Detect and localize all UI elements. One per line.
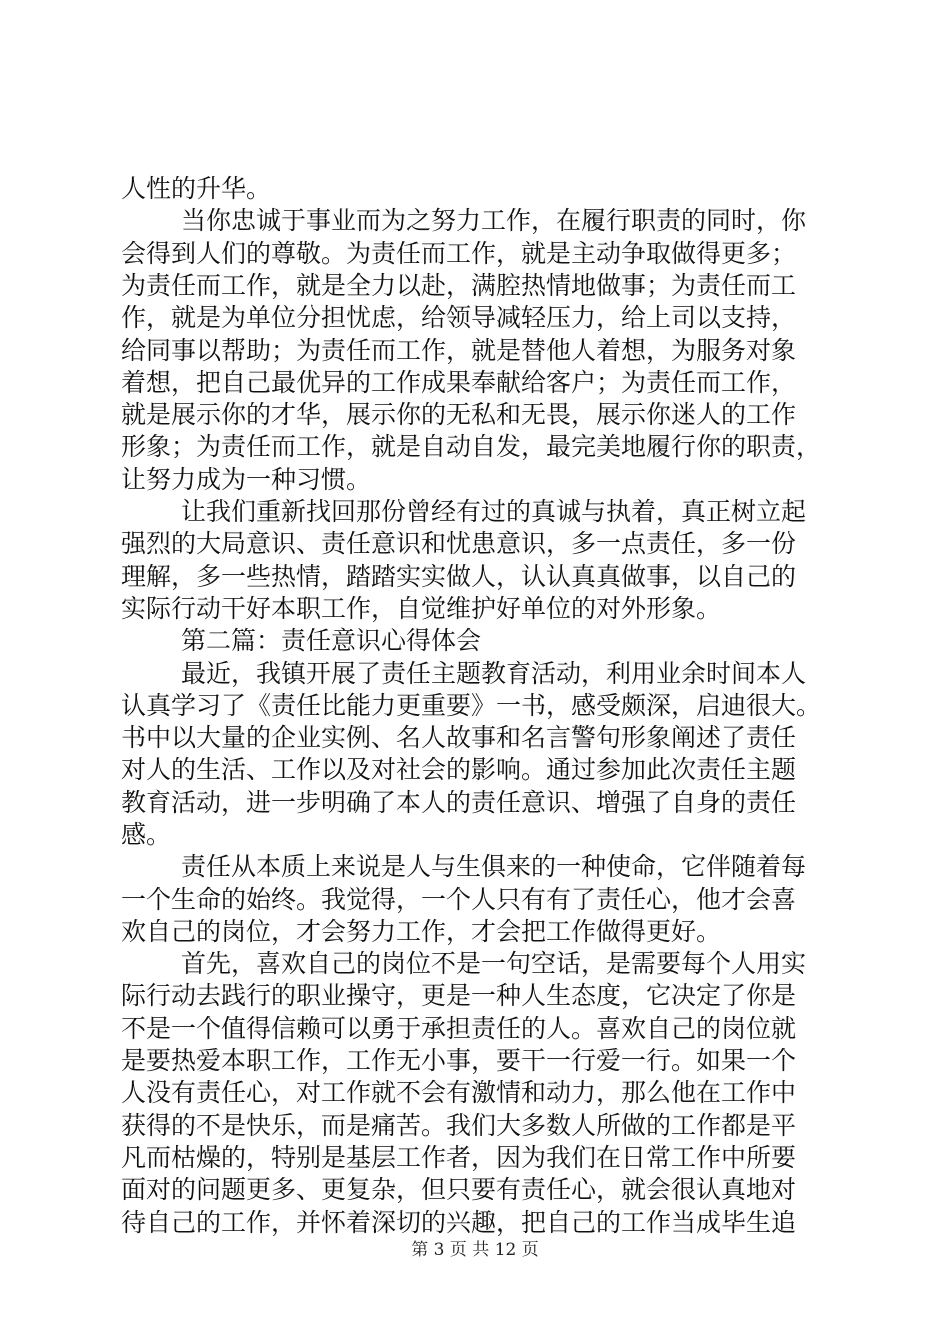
text-line: 人性的升华。 [121, 174, 272, 203]
text-line: 是要热爱本职工作，工作无小事，要干一行爱一行。如果一个 [121, 1046, 797, 1075]
text-line: 着想，把自己最优异的工作成果奉献给客户；为责任而工作， [121, 368, 797, 397]
text-line: 待自己的工作，并怀着深切的兴趣，把自己的工作当成毕生追 [121, 1208, 797, 1237]
text-line: 最近，我镇开展了责任主题教育活动，利用业余时间本人 [181, 659, 807, 688]
page-number: 第 3 页 共 12 页 [411, 1240, 539, 1260]
text-line: 为责任而工作，就是全力以赴，满腔热情地做事；为责任而工 [121, 271, 797, 300]
text-line: 形象；为责任而工作，就是自动自发，最完美地履行你的职责， [121, 432, 822, 461]
text-line: 感。 [121, 820, 172, 849]
text-line: 人没有责任心，对工作就不会有激情和动力，那么他在工作中 [121, 1078, 797, 1107]
text-line: 就是展示你的才华，展示你的无私和无畏，展示你迷人的工作 [121, 400, 797, 429]
text-line: 让努力成为一种习惯。 [121, 465, 372, 494]
page-footer [0, 1238, 950, 1262]
text-line: 不是一个值得信赖可以勇于承担责任的人。喜欢自己的岗位就 [121, 1014, 797, 1043]
text-line: 理解，多一些热情，踏踏实实做人，认认真真做事，以自己的 [121, 562, 797, 591]
text-line: 给同事以帮助；为责任而工作，就是替他人着想，为服务对象 [121, 336, 797, 365]
text-line: 会得到人们的尊敬。为责任而工作，就是主动争取做得更多； [121, 239, 797, 268]
text-line: 欢自己的岗位，才会努力工作，才会把工作做得更好。 [121, 917, 722, 946]
text-line: 一个生命的始终。我觉得，一个人只有有了责任心，他才会喜 [121, 885, 797, 914]
text-line: 面对的问题更多、更复杂，但只要有责任心，就会很认真地对 [121, 1175, 797, 1204]
text-line: 作，就是为单位分担忧虑，给领导减轻压力，给上司以支持， [121, 303, 797, 332]
text-line: 教育活动，进一步明确了本人的责任意识、增强了自身的责任 [121, 788, 797, 817]
text-line: 首先，喜欢自己的岗位不是一句空话，是需要每个人用实 [181, 949, 807, 978]
text-line: 获得的不是快乐，而是痛苦。我们大多数人所做的工作都是平 [121, 1111, 797, 1140]
text-line: 际行动去践行的职业操守，更是一种人生态度，它决定了你是 [121, 981, 797, 1010]
text-line: 实际行动干好本职工作，自觉维护好单位的对外形象。 [121, 594, 722, 623]
section-heading: 第二篇：责任意识心得体会 [181, 626, 482, 655]
text-line: 让我们重新找回那份曾经有过的真诚与执着，真正树立起 [181, 497, 807, 526]
text-line: 凡而枯燥的，特别是基层工作者，因为我们在日常工作中所要 [121, 1143, 797, 1172]
text-line: 强烈的大局意识、责任意识和忧患意识，多一点责任，多一份 [121, 529, 797, 558]
text-line: 书中以大量的企业实例、名人故事和名言警句形象阐述了责任 [121, 723, 797, 752]
text-line: 认真学习了《责任比能力更重要》一书，感受颇深，启迪很大。 [121, 691, 822, 720]
text-line: 对人的生活、工作以及对社会的影响。通过参加此次责任主题 [121, 755, 797, 784]
text-line: 当你忠诚于事业而为之努力工作，在履行职责的同时，你 [181, 206, 807, 235]
text-line: 责任从本质上来说是人与生俱来的一种使命，它伴随着每 [181, 852, 807, 881]
